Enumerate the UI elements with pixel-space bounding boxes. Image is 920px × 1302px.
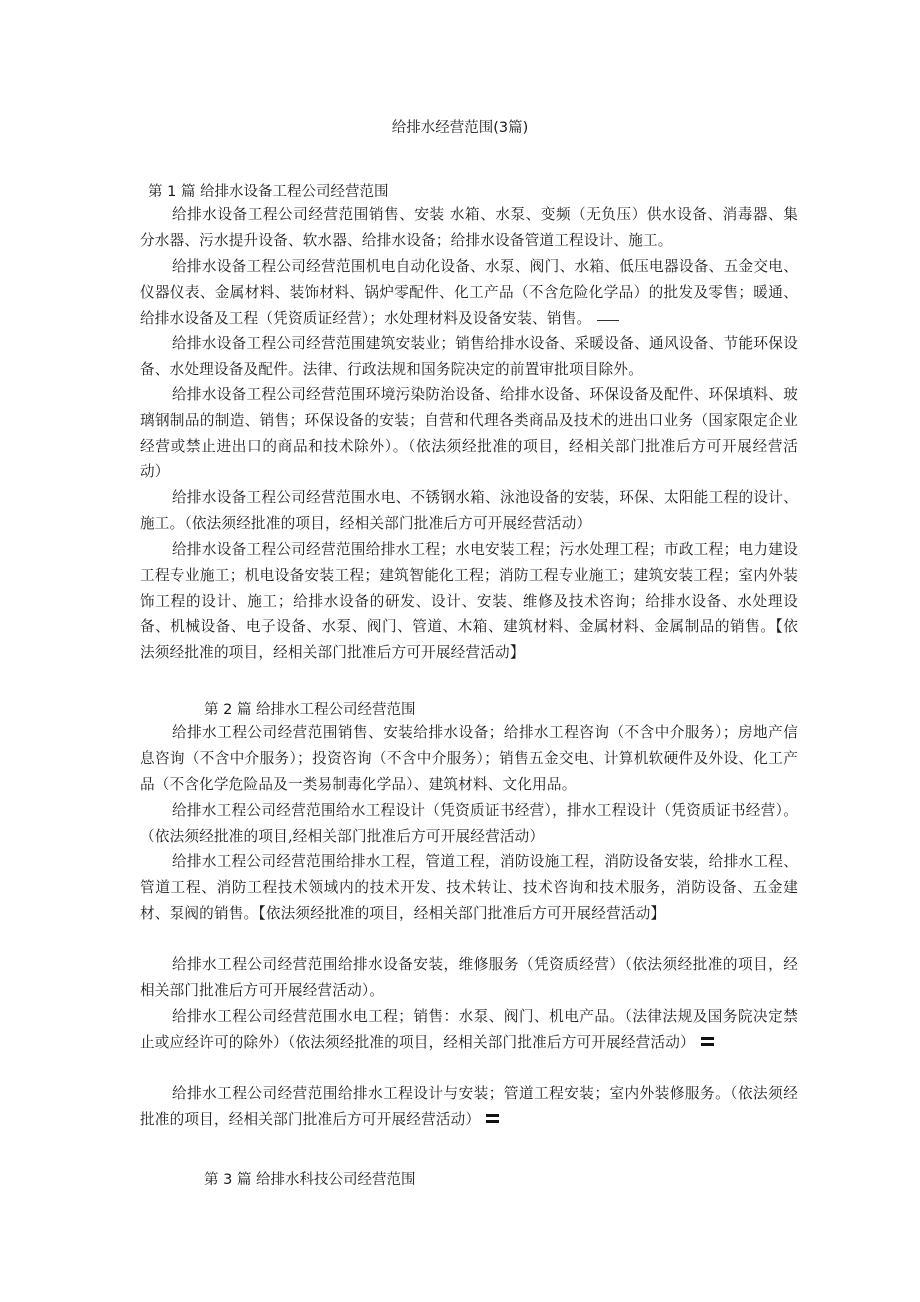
section-2-paragraph-4: 给排水工程公司经营范围给排水设备安装，维修服务（凭资质经营）（依法须经批准的项目，经相关部门批准后方可开展经营活动）。 (140, 956, 798, 999)
section-1-paragraph-2 (140, 254, 798, 331)
paragraph-text: 给排水工程公司经营范围水电工程；销售：水泵、阀门、机电产品。（法律法规及国务院决定禁止或应经许可的除外）（依法须经批准的项目，经相关部门批准后方可开展经营活动） (140, 1008, 798, 1051)
section-2-paragraph-1: 给排水工程公司经营范围销售、安装给排水设备；给排水工程咨询（不含中介服务）；房地产信息咨询（不含中介服务）；投资咨询（不含中介服务）；销售五金交电、计算机软硬件及外设、化工产品（不含化学危险品及一类易制毒化学品）、建筑材料、文化用品。 (140, 724, 798, 793)
section-2-paragraph-3: 给排水工程公司经营范围给排水工程，管道工程，消防设施工程，消防设备安装，给排水工程、管道工程、消防工程技术领域内的技术开发、技术转让、技术咨询和技术服务，消防设备、五金建材、泵阀的销售。【依法须经批准的项目，经相关部门批准后方可开展经营活动】 (140, 853, 798, 922)
section-1-heading: 第 1 篇 给排水设备工程公司经营范围 (148, 184, 389, 200)
section-2-heading: 第 2 篇 给排水工程公司经营范围 (204, 702, 416, 718)
section-3-heading: 第 3 篇 给排水科技公司经营范围 (204, 1172, 416, 1188)
section-1-paragraph-4: 给排水设备工程公司经营范围环境污染防治设备、给排水设备、环保设备及配件、环保填料、玻璃钢制品的制造、销售；环保设备的安装；自营和代理各类商品及技术的进出口业务（国家限定企业经营或禁止进出口的商品和技术除外）。（依法须经批准的项目，经相关部门批准后方可开展经营活动） (140, 386, 798, 481)
underline-mark (597, 320, 619, 321)
paragraph-text: 给排水工程公司经营范围给排水工程设计与安装；管道工程安装；室内外装修服务。（依法须经批准的项目，经相关部门批准后方可开展经营活动） (140, 1085, 798, 1128)
paragraph-text: 给排水设备工程公司经营范围机电自动化设备、水泵、阀门、水箱、低压电器设备、五金交电、仪器仪表、金属材料、装饰材料、锅炉零配件、化工产品（不含危险化学品）的批发及零售；暖通、给排水设备及工程（凭资质证经营）；水处理材料及设备安装、销售。 (140, 258, 798, 327)
double-bar-mark (486, 1114, 499, 1123)
section-1-paragraph-5: 给排水设备工程公司经营范围水电、不锈钢水箱、泳池设备的安装，环保、太阳能工程的设计、施工。（依法须经批准的项目，经相关部门批准后方可开展经营活动） (140, 489, 798, 532)
double-bar-mark (701, 1037, 714, 1046)
section-1-paragraph-6: 给排水设备工程公司经营范围给排水工程；水电安装工程；污水处理工程；市政工程；电力建设工程专业施工；机电设备安装工程；建筑智能化工程；消防工程专业施工；建筑安装工程；室内外装饰工程的设计、施工；给排水设备的研发、设计、安装、维修及技术咨询；给排水设备、水处理设备、机械设备、电子设备、水泵、阀门、管道、木箱、建筑材料、金属材料、金属制品的销售。【依法须经批准的项目，经相关部门批准后方可开展经营活动】 (140, 541, 798, 662)
section-2-paragraph-6 (140, 1081, 798, 1133)
section-1-paragraph-1: 给排水设备工程公司经营范围销售、安装 水箱、水泵、变频（无负压）供水设备、消毒器、集分水器、污水提升设备、软水器、给排水设备；给排水设备管道工程设计、施工。 (140, 206, 798, 249)
section-2-paragraph-2: 给排水工程公司经营范围给水工程设计（凭资质证书经营），排水工程设计（凭资质证书经营）。（依法须经批准的项目,经相关部门批准后方可开展经营活动） (140, 802, 798, 845)
document-title: 给排水经营范围(3篇) (391, 120, 529, 136)
section-2-paragraph-5 (140, 1004, 798, 1056)
section-1-paragraph-3: 给排水设备工程公司经营范围建筑安装业；销售给排水设备、采暖设备、通风设备、节能环保设备、水处理设备及配件。法律、行政法规和国务院决定的前置审批项目除外。 (140, 335, 798, 378)
